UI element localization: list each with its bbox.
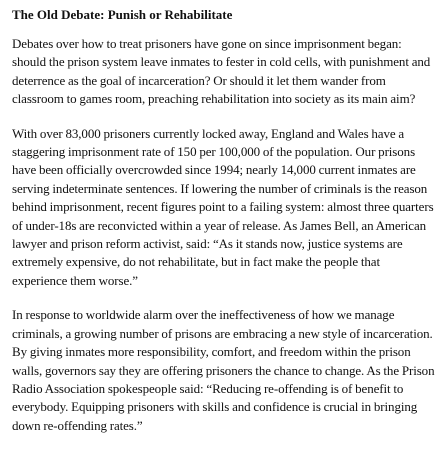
article-paragraph-3: In response to worldwide alarm over the ineffectiveness of how we manage criminals, a growing number of prisons are embracing a new style of incarceration. By giving inmates more responsibility, comfort, and freedom within the prison walls, governors say they are offering prisoners the chance to change. As the Prison Radio Association spokespeople said: “Reducing re-offending is of benefit to everybody. Equipping prisoners with skills and confidence is crucial in bringing down re-offending rates.” — [12, 307, 435, 433]
article-paragraph-2: With over 83,000 prisoners currently locked away, England and Wales have a staggering imprisonment rate of 150 per 100,000 of the population. Our prisons have been officially overcrowded since 1994; nearly 14,000 current inmates are serving indeterminate sentences. If lowering the number of criminals is the reason behind imprisonment, recent figures point to a failing system: almost three quarters of under-18s are reconvicted within a year of release. As James Bell, an American lawyer and prison reform activist, said: “As it stands now, justice systems are extremely expensive, do not rehabilitate, but in fact make the people that experience them worse.” — [12, 125, 434, 288]
article-title: The Old Debate: Punish or Rehabilitate — [12, 7, 233, 22]
article-paragraph-1: Debates over how to treat prisoners have gone on since imprisonment began: should the prison system leave inmates to fester in cold cells, with punishment and deterrence as the goal of incarceration? Or should it let them wander from classroom to games room, preaching rehabilitation into society as its main aim? — [12, 36, 431, 107]
article — [12, 6, 438, 451]
